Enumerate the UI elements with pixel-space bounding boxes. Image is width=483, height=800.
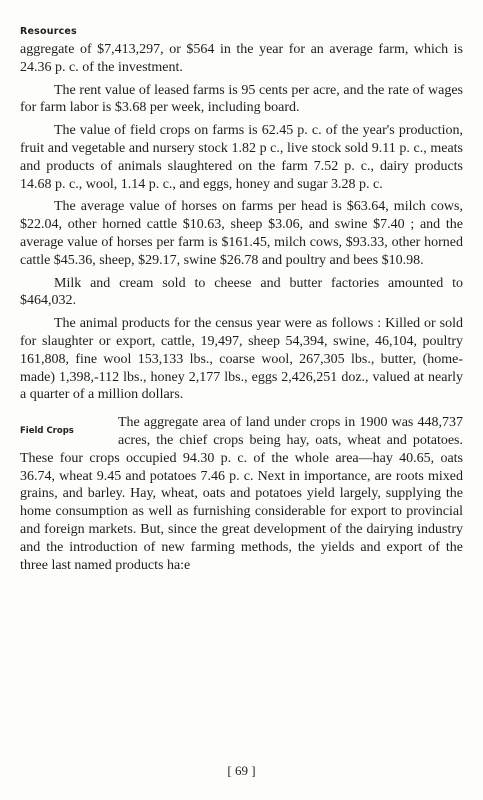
paragraph-production-shares: The value of field crops on farms is 62.45 p. c. of the year's production, fruit and vegetable and nursery stock 1.82 p c., live stock sold 9.11 p. c., meats and products of animals slaughtered on the farm 7.52 p. c., dairy products 14.68 p. c., wool, 1.14 p. c., and eggs, honey and sugar 3.28 p. c. [20,123,463,192]
side-note-field-crops: Field Crops [20,426,74,437]
paragraph-investment: aggregate of $7,413,297, or $564 in the year for an average farm, which is 24.36 p. c. of the investment. [20,42,463,75]
paragraph-milk-cream: Milk and cream sold to cheese and butter factories amounted to $464,032. [20,275,463,309]
field-crops-section [20,414,463,574]
page-number: [ 69 ] [227,763,256,778]
paragraph-rent-wages: The rent value of leased farms is 95 cents per acre, and the rate of wages for farm labor is $3.68 per week, including board. [20,82,463,116]
paragraph-animal-products: The animal products for the census year were as follows : Killed or sold for slaughter or export, cattle, 19,497, sheep 54,394, swine, 46,104, poultry 161,808, fine wool 153,133 lbs., coarse wool, 267,305 lbs., butter, (home-made) 1,398,-112 lbs., honey 2,177 lbs., eggs 2,426,251 doz., valued at nearly a quarter of a million dollars. [20,316,463,403]
book-page [20,26,463,579]
paragraph-livestock-values: The average value of horses on farms per head is $63.64, milch cows, $22.04, other horned cattle $10.63, sheep $3.06, and swine $7.40 ; and the average value of horses per farm is $161.45, milch cows, $93.33, other horned cattle $45.36, sheep, $29.17, swine $26.78 and poultry and bees $10.98. [20,199,463,268]
running-head: Resources [20,26,77,37]
paragraph-field-crops: The aggregate area of land under crops in 1900 was 448,737 acres, the chief crops being hay, oats, wheat and potatoes. These four crops occupied 94.30 p. c. of the whole area—hay 40.65, oats 36.74, wheat 9.45 and potatoes 7.46 p. c. Next in importance, are roots mixed grains, and barley. Hay, wheat, oats and potatoes yield largely, supplying the home consumption as well as furnishing considerable for export to provincial and foreign markets. But, since the great development of the dairying industry and the introduction of new farming methods, the yields and export of the three last named products ha:e [20,415,463,573]
